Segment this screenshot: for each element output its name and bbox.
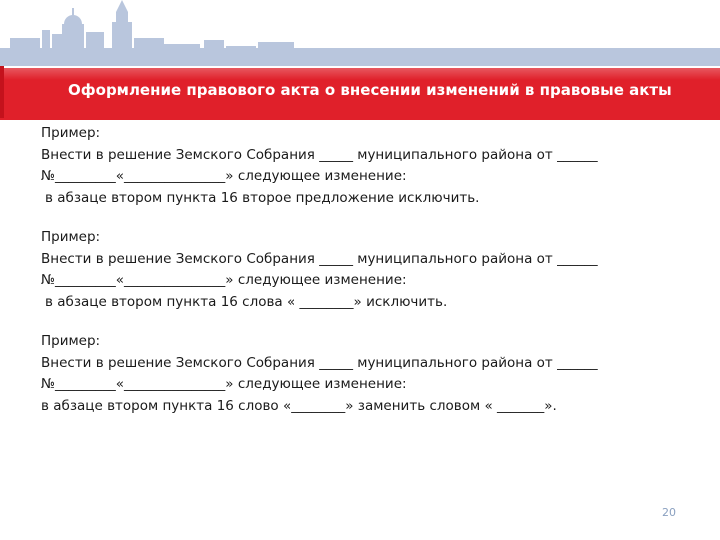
title-banner xyxy=(0,66,720,120)
example-block xyxy=(41,123,701,209)
example-label: Пример: xyxy=(41,333,101,349)
example-label: Пример: xyxy=(41,229,101,245)
page-number: 20 xyxy=(662,506,676,519)
example-line: №_________«_______________» следующее изменение: xyxy=(41,272,407,288)
city-skyline-decoration xyxy=(0,0,720,66)
example-line: №_________«_______________» следующее изменение: xyxy=(41,168,407,184)
example-line: в абзаце втором пункта 16 второе предложение исключить. xyxy=(45,189,480,206)
banner-gloss xyxy=(0,68,720,80)
example-block xyxy=(41,227,701,313)
example-line: №_________«_______________» следующее изменение: xyxy=(41,376,407,392)
banner-left-strip xyxy=(0,66,4,118)
example-block xyxy=(41,331,701,417)
example-line: в абзаце втором пункта 16 слово «________» заменить словом « _______». xyxy=(41,397,557,414)
slide-content xyxy=(41,123,701,435)
example-label: Пример: xyxy=(41,125,101,141)
slide-title: Оформление правового акта о внесении изменений в правовые акты xyxy=(68,81,672,99)
example-line: Внести в решение Земского Собрания _____ муниципального района от ______ xyxy=(41,354,598,371)
example-line: Внести в решение Земского Собрания _____ муниципального района от ______ xyxy=(41,146,598,163)
example-line: в абзаце втором пункта 16 слова « ________» исключить. xyxy=(45,293,448,310)
example-line: Внести в решение Земского Собрания _____ муниципального района от ______ xyxy=(41,250,598,267)
